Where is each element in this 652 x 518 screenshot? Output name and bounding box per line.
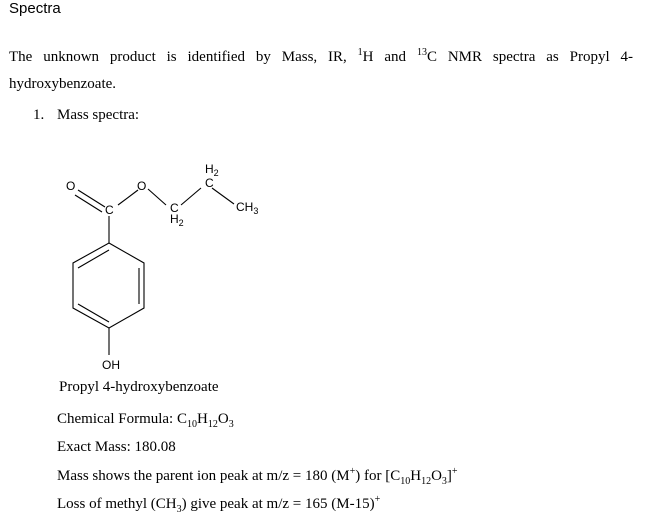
- loss-text-2: ) give peak at m/z = 165 (M-15): [181, 496, 375, 512]
- formula-h-count: 12: [207, 419, 218, 430]
- atom-c2: C: [205, 176, 214, 190]
- structure-bonds: [73, 188, 234, 355]
- structure-atoms: [66, 162, 258, 372]
- intro-sup-13: 13: [416, 47, 427, 58]
- chemical-formula: [57, 411, 234, 430]
- intro-text-1: The unknown product is identified by Mass, IR,: [9, 49, 358, 65]
- atom-c1: C: [170, 201, 179, 215]
- parent-text-2: ) for [C: [355, 468, 401, 484]
- list-item-mass-spectra: [33, 107, 139, 124]
- atom-ch3: $CH_3$: [236, 200, 259, 216]
- parent-o: O: [431, 468, 442, 484]
- list-label: Mass spectra:: [57, 107, 140, 123]
- parent-bracket: ]: [446, 468, 452, 484]
- parent-plus-2: +: [451, 466, 458, 477]
- parent-h: H: [410, 468, 422, 484]
- section-heading: Spectra: [9, 0, 61, 17]
- formula-c: C: [176, 411, 187, 427]
- atom-c2-h2: $H_2$: [205, 162, 219, 178]
- intro-text-2: H and: [362, 49, 417, 65]
- formula-label: Chemical Formula:: [57, 411, 177, 427]
- atom-oh: OH: [102, 358, 120, 372]
- formula-h: H: [197, 411, 208, 427]
- atom-o-ester: O: [137, 179, 147, 193]
- parent-plus-1: +: [349, 466, 356, 477]
- compound-caption: Propyl 4-hydroxybenzoate: [59, 379, 219, 395]
- formula-c-count: 10: [187, 419, 197, 430]
- parent-ion-line: [57, 466, 458, 487]
- exact-mass: Exact Mass: 180.08: [57, 439, 176, 455]
- loss-plus: +: [374, 494, 381, 505]
- structure-diagram: [50, 150, 270, 375]
- intro-text-3: C NMR spectra as Propyl 4-hydroxybenzoate.: [9, 49, 633, 92]
- intro-sup-1: 1: [357, 47, 363, 58]
- atom-c-carbonyl: C: [105, 203, 114, 217]
- parent-text-1: Mass shows the parent ion peak at m/z = 180 (M: [57, 468, 350, 484]
- atom-c1-h2: $H_2$: [170, 212, 184, 228]
- methyl-loss-line: [57, 494, 380, 515]
- parent-h-count: 12: [421, 476, 432, 487]
- parent-c-count: 10: [400, 476, 411, 487]
- formula-o-count: 3: [228, 419, 234, 430]
- list-number: 1.: [33, 107, 45, 123]
- parent-o-count: 3: [441, 476, 447, 487]
- loss-sub: 3: [176, 504, 182, 515]
- intro-paragraph: [9, 39, 633, 98]
- formula-o: O: [217, 411, 229, 427]
- loss-text-1: Loss of methyl (CH: [57, 496, 177, 512]
- atom-o-carbonyl: O: [66, 179, 76, 193]
